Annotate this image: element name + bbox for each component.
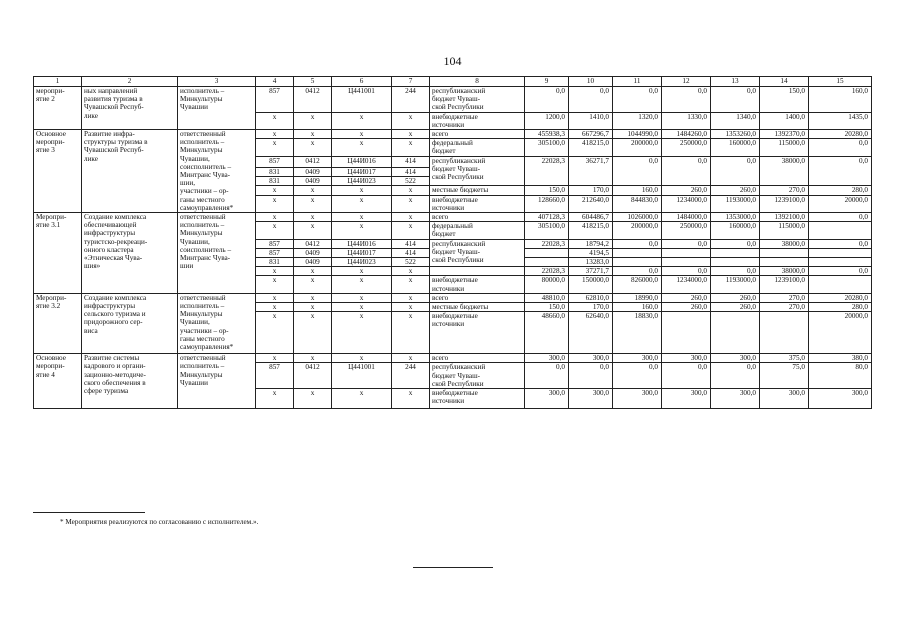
budget-code-gov: х	[256, 139, 294, 156]
column-header: 6	[332, 77, 392, 87]
budget-code-section: х	[294, 222, 332, 239]
budget-code-gov: х	[256, 303, 294, 312]
budget-code-gov: х	[256, 312, 294, 354]
amount-cell: 300,0	[711, 354, 760, 363]
amount-cell	[613, 258, 662, 267]
amount-cell: 0,0	[711, 239, 760, 248]
budget-code-type: х	[392, 186, 430, 195]
amount-cell	[662, 248, 711, 257]
amount-cell: 260,0	[711, 303, 760, 312]
amount-cell: 0,0	[613, 156, 662, 186]
budget-code-gov: х	[256, 186, 294, 195]
footnote: * Мероприятия реализуются по согласованию с исполнителем.».	[60, 518, 259, 526]
amount-cell: 270,0	[760, 303, 809, 312]
amount-cell: 0,0	[613, 267, 662, 276]
amount-cell: 0,0	[525, 363, 569, 389]
amount-cell: 1484260,0	[662, 130, 711, 139]
amount-cell: 1193000,0	[711, 276, 760, 293]
amount-cell: 0,0	[809, 139, 872, 156]
amount-cell: 1400,0	[760, 112, 809, 129]
budget-code-type: 414	[392, 248, 430, 257]
amount-cell: 280,0	[809, 186, 872, 195]
budget-code-target: Ц44И016	[332, 239, 392, 248]
amount-cell: 0,0	[613, 239, 662, 248]
amount-cell: 300,0	[569, 389, 613, 409]
budget-code-target: х	[332, 267, 392, 276]
budget-code-type: х	[392, 222, 430, 239]
budget-code-type: 522	[392, 177, 430, 186]
funding-source: федеральный бюджет	[430, 139, 525, 156]
amount-cell: 20280,0	[809, 293, 872, 302]
amount-cell: 150,0	[760, 87, 809, 113]
budget-code-target: х	[332, 139, 392, 156]
activity-executor: ответственный исполнитель – Минкультуры Чувашии, соисполнитель – Минтранс Чува- шии	[178, 213, 256, 294]
amount-cell: 0,0	[569, 87, 613, 113]
budget-code-section: х	[294, 354, 332, 363]
column-header: 13	[711, 77, 760, 87]
amount-cell: 0,0	[711, 156, 760, 186]
amount-cell: 0,0	[613, 363, 662, 389]
amount-cell: 300,0	[662, 354, 711, 363]
amount-cell: 1484000,0	[662, 213, 711, 222]
amount-cell: 1320,0	[613, 112, 662, 129]
amount-cell: 300,0	[525, 354, 569, 363]
activity-code: Основное меропри- ятие 4	[34, 354, 82, 409]
amount-cell: 270,0	[760, 186, 809, 195]
amount-cell: 62810,0	[569, 293, 613, 302]
budget-code-type: 244	[392, 363, 430, 389]
amount-cell: 1026000,0	[613, 213, 662, 222]
budget-code-gov: х	[256, 222, 294, 239]
activity-code: Основное меропри- ятие 3	[34, 130, 82, 213]
funding-source: местные бюджеты	[430, 303, 525, 312]
budget-code-type: х	[392, 130, 430, 139]
amount-cell: 0,0	[569, 363, 613, 389]
amount-cell: 300,0	[662, 389, 711, 409]
amount-cell: 48810,0	[525, 293, 569, 302]
amount-cell: 0,0	[711, 363, 760, 389]
amount-cell: 38000,0	[760, 239, 809, 248]
table-row	[34, 354, 872, 363]
amount-cell: 1239100,0	[760, 195, 809, 212]
amount-cell: 407128,3	[525, 213, 569, 222]
column-header: 5	[294, 77, 332, 87]
amount-cell: 18794,2	[569, 239, 613, 248]
budget-code-type: х	[392, 293, 430, 302]
funding-source	[430, 267, 525, 276]
amount-cell: 4194,5	[569, 248, 613, 257]
budget-code-gov: 857	[256, 156, 294, 167]
budget-code-section: 0412	[294, 363, 332, 389]
amount-cell: 1410,0	[569, 112, 613, 129]
funding-source: всего	[430, 130, 525, 139]
column-header: 12	[662, 77, 711, 87]
activity-code: меропри- ятие 2	[34, 87, 82, 130]
column-header: 2	[82, 77, 178, 87]
amount-cell: 18830,0	[613, 312, 662, 354]
budget-code-target: х	[332, 293, 392, 302]
amount-cell: 1330,0	[662, 112, 711, 129]
budget-code-section: х	[294, 389, 332, 409]
budget-code-section: х	[294, 186, 332, 195]
amount-cell	[662, 312, 711, 354]
activity-code: Меропри- ятие 3.1	[34, 213, 82, 294]
column-header: 14	[760, 77, 809, 87]
amount-cell: 0,0	[711, 267, 760, 276]
amount-cell: 38000,0	[760, 267, 809, 276]
column-header: 1	[34, 77, 82, 87]
amount-cell	[525, 258, 569, 267]
column-header: 9	[525, 77, 569, 87]
amount-cell: 200000,0	[613, 222, 662, 239]
budget-code-type: 522	[392, 258, 430, 267]
amount-cell: 22028,3	[525, 267, 569, 276]
amount-cell	[809, 276, 872, 293]
budget-code-gov: 857	[256, 87, 294, 113]
budget-code-gov: 857	[256, 239, 294, 248]
activity-title: Развитие инфра- структуры туризма в Чувашской Респуб- лике	[82, 130, 178, 213]
amount-cell: 604486,7	[569, 213, 613, 222]
amount-cell: 200000,0	[613, 139, 662, 156]
amount-cell: 22028,3	[525, 239, 569, 248]
table-row	[34, 87, 872, 113]
budget-code-target: Ц441001	[332, 363, 392, 389]
budget-code-section: 0409	[294, 177, 332, 186]
amount-cell: 0,0	[662, 156, 711, 186]
amount-cell	[711, 248, 760, 257]
amount-cell	[662, 258, 711, 267]
amount-cell: 80,0	[809, 363, 872, 389]
page-number: 104	[443, 54, 462, 68]
budget-code-section: 0409	[294, 248, 332, 257]
column-header: 3	[178, 77, 256, 87]
activity-title: ных направлений развития туризма в Чувашской Респуб- лике	[82, 87, 178, 130]
budget-code-target: Ц441001	[332, 87, 392, 113]
budget-code-section: х	[294, 303, 332, 312]
amount-cell: 150,0	[525, 303, 569, 312]
amount-cell: 1435,0	[809, 112, 872, 129]
amount-cell: 1193000,0	[711, 195, 760, 212]
amount-cell: 1392100,0	[760, 213, 809, 222]
budget-code-target: х	[332, 389, 392, 409]
amount-cell: 160000,0	[711, 222, 760, 239]
activity-title: Развитие системы кадрового и органи- зационно-методиче- ского обеспечения в сфере туризма	[82, 354, 178, 409]
column-header: 8	[430, 77, 525, 87]
amount-cell: 300,0	[569, 354, 613, 363]
funding-source: республиканский бюджет Чуваш- ской Республики	[430, 156, 525, 186]
amount-cell: 1044990,0	[613, 130, 662, 139]
amount-cell: 18990,0	[613, 293, 662, 302]
budget-table-container	[33, 76, 871, 409]
budget-code-section: х	[294, 267, 332, 276]
budget-code-section: х	[294, 213, 332, 222]
budget-code-target: х	[332, 354, 392, 363]
amount-cell	[809, 222, 872, 239]
amount-cell: 300,0	[809, 389, 872, 409]
amount-cell: 13283,0	[569, 258, 613, 267]
amount-cell: 1239100,0	[760, 276, 809, 293]
budget-code-target: х	[332, 222, 392, 239]
budget-code-gov: х	[256, 112, 294, 129]
amount-cell: 305100,0	[525, 222, 569, 239]
activity-executor: ответственный исполнитель – Минкультуры Чувашии, участники – ор- ганы местного самоуправления*	[178, 293, 256, 353]
column-header: 11	[613, 77, 662, 87]
budget-code-section: х	[294, 276, 332, 293]
amount-cell: 1200,0	[525, 112, 569, 129]
amount-cell: 20000,0	[809, 195, 872, 212]
budget-table	[33, 76, 872, 409]
column-header: 4	[256, 77, 294, 87]
end-of-page-rule	[413, 567, 493, 568]
table-row	[34, 213, 872, 222]
amount-cell: 1353260,0	[711, 130, 760, 139]
amount-cell: 0,0	[711, 87, 760, 113]
amount-cell: 0,0	[662, 239, 711, 248]
funding-source: внебюджетные источники	[430, 276, 525, 293]
budget-code-section: х	[294, 139, 332, 156]
budget-code-target: х	[332, 186, 392, 195]
budget-code-type: 414	[392, 156, 430, 167]
activity-code: Меропри- ятие 3.2	[34, 293, 82, 353]
funding-source: республиканский бюджет Чуваш- ской Республики	[430, 239, 525, 267]
budget-code-gov: 831	[256, 177, 294, 186]
amount-cell: 212640,0	[569, 195, 613, 212]
amount-cell: 128660,0	[525, 195, 569, 212]
amount-cell: 260,0	[662, 303, 711, 312]
amount-cell: 300,0	[613, 354, 662, 363]
budget-code-section: 0412	[294, 239, 332, 248]
amount-cell: 22028,3	[525, 156, 569, 186]
amount-cell: 300,0	[760, 389, 809, 409]
budget-code-type: 244	[392, 87, 430, 113]
amount-cell: 667296,7	[569, 130, 613, 139]
budget-code-gov: х	[256, 354, 294, 363]
amount-cell: 260,0	[711, 293, 760, 302]
amount-cell: 1234000,0	[662, 195, 711, 212]
budget-code-type: х	[392, 303, 430, 312]
budget-code-type: х	[392, 213, 430, 222]
amount-cell: 160,0	[809, 87, 872, 113]
budget-code-type: х	[392, 112, 430, 129]
column-header: 7	[392, 77, 430, 87]
budget-code-gov: х	[256, 293, 294, 302]
budget-code-section: х	[294, 130, 332, 139]
amount-cell: 0,0	[809, 156, 872, 186]
table-body	[34, 77, 872, 409]
amount-cell: 270,0	[760, 293, 809, 302]
amount-cell: 37271,7	[569, 267, 613, 276]
amount-cell: 0,0	[662, 87, 711, 113]
amount-cell: 380,0	[809, 354, 872, 363]
amount-cell: 160,0	[613, 303, 662, 312]
amount-cell: 62640,0	[569, 312, 613, 354]
amount-cell: 0,0	[613, 87, 662, 113]
amount-cell: 1234000,0	[662, 276, 711, 293]
budget-code-type: х	[392, 267, 430, 276]
amount-cell	[711, 312, 760, 354]
budget-code-type: 414	[392, 239, 430, 248]
amount-cell: 170,0	[569, 303, 613, 312]
amount-cell: 1392370,0	[760, 130, 809, 139]
amount-cell	[760, 312, 809, 354]
budget-code-target: х	[332, 213, 392, 222]
amount-cell: 1340,0	[711, 112, 760, 129]
budget-code-gov: х	[256, 267, 294, 276]
budget-code-section: 0409	[294, 168, 332, 177]
amount-cell: 300,0	[525, 389, 569, 409]
amount-cell: 418215,0	[569, 222, 613, 239]
funding-source: внебюджетные источники	[430, 389, 525, 409]
funding-source: республиканский бюджет Чуваш- ской Республики	[430, 87, 525, 113]
budget-code-target: х	[332, 130, 392, 139]
table-row	[34, 130, 872, 139]
amount-cell: 150,0	[525, 186, 569, 195]
amount-cell: 80000,0	[525, 276, 569, 293]
budget-code-target: Ц44И023	[332, 258, 392, 267]
amount-cell: 0,0	[809, 239, 872, 248]
funding-source: внебюджетные источники	[430, 195, 525, 212]
budget-code-gov: 857	[256, 363, 294, 389]
budget-code-type: х	[392, 139, 430, 156]
budget-code-type: х	[392, 195, 430, 212]
amount-cell: 75,0	[760, 363, 809, 389]
amount-cell: 305100,0	[525, 139, 569, 156]
amount-cell: 375,0	[760, 354, 809, 363]
amount-cell: 826000,0	[613, 276, 662, 293]
budget-code-gov: 857	[256, 248, 294, 257]
amount-cell: 115000,0	[760, 222, 809, 239]
activity-title: Создание комплекса инфраструктуры сельского туризма и придорожного сер- виса	[82, 293, 178, 353]
amount-cell: 48660,0	[525, 312, 569, 354]
amount-cell	[809, 248, 872, 257]
activity-title: Создание комплекса обеспечивающей инфраструктуры туристско-рекреаци- онного кластера «Этническая Чува- шия»	[82, 213, 178, 294]
budget-code-gov: х	[256, 389, 294, 409]
budget-code-target: х	[332, 303, 392, 312]
amount-cell: 250000,0	[662, 222, 711, 239]
amount-cell	[760, 248, 809, 257]
budget-code-gov: х	[256, 276, 294, 293]
budget-code-type: х	[392, 312, 430, 354]
funding-source: всего	[430, 293, 525, 302]
amount-cell: 260,0	[662, 186, 711, 195]
funding-source: внебюджетные источники	[430, 112, 525, 129]
funding-source: местные бюджеты	[430, 186, 525, 195]
budget-code-target: х	[332, 112, 392, 129]
amount-cell: 0,0	[525, 87, 569, 113]
budget-code-target: Ц44И017	[332, 168, 392, 177]
amount-cell: 38000,0	[760, 156, 809, 186]
amount-cell: 170,0	[569, 186, 613, 195]
funding-source: республиканский бюджет Чуваш- ской Республики	[430, 363, 525, 389]
amount-cell	[809, 258, 872, 267]
budget-code-section: х	[294, 195, 332, 212]
amount-cell: 260,0	[711, 186, 760, 195]
amount-cell: 20280,0	[809, 130, 872, 139]
amount-cell: 36271,7	[569, 156, 613, 186]
amount-cell	[613, 248, 662, 257]
budget-code-gov: х	[256, 130, 294, 139]
budget-code-type: х	[392, 354, 430, 363]
budget-code-section: х	[294, 312, 332, 354]
amount-cell: 300,0	[711, 389, 760, 409]
budget-code-gov: х	[256, 195, 294, 212]
amount-cell: 300,0	[613, 389, 662, 409]
budget-code-section: х	[294, 112, 332, 129]
budget-code-type: 414	[392, 168, 430, 177]
footnote-divider	[33, 512, 145, 513]
activity-executor: исполнитель – Минкультуры Чувашии	[178, 87, 256, 130]
budget-code-section: 0412	[294, 87, 332, 113]
budget-code-section: 0409	[294, 258, 332, 267]
amount-cell: 418215,0	[569, 139, 613, 156]
funding-source: внебюджетные источники	[430, 312, 525, 354]
amount-cell: 20000,0	[809, 312, 872, 354]
budget-code-gov: 831	[256, 168, 294, 177]
amount-cell: 0,0	[809, 213, 872, 222]
funding-source: всего	[430, 354, 525, 363]
budget-code-type: х	[392, 276, 430, 293]
budget-code-target: х	[332, 276, 392, 293]
amount-cell: 1353000,0	[711, 213, 760, 222]
budget-code-section: 0412	[294, 156, 332, 167]
budget-code-target: Ц44И016	[332, 156, 392, 167]
amount-cell: 280,0	[809, 303, 872, 312]
amount-cell: 115000,0	[760, 139, 809, 156]
budget-code-target: х	[332, 312, 392, 354]
budget-code-type: х	[392, 389, 430, 409]
amount-cell: 150000,0	[569, 276, 613, 293]
budget-code-target: Ц44И023	[332, 177, 392, 186]
budget-code-gov: 831	[256, 258, 294, 267]
column-header: 15	[809, 77, 872, 87]
budget-code-target: х	[332, 195, 392, 212]
amount-cell: 250000,0	[662, 139, 711, 156]
amount-cell: 844830,0	[613, 195, 662, 212]
budget-code-section: х	[294, 293, 332, 302]
amount-cell: 160,0	[613, 186, 662, 195]
amount-cell: 160000,0	[711, 139, 760, 156]
amount-cell	[525, 248, 569, 257]
amount-cell: 260,0	[662, 293, 711, 302]
amount-cell: 0,0	[662, 267, 711, 276]
budget-code-target: Ц44И017	[332, 248, 392, 257]
activity-executor: ответственный исполнитель – Минкультуры Чувашии, соисполнитель – Минтранс Чува- шии, участники – ор- ганы местного самоуправления*	[178, 130, 256, 213]
budget-code-gov: х	[256, 213, 294, 222]
amount-cell: 455938,3	[525, 130, 569, 139]
amount-cell	[711, 258, 760, 267]
activity-executor: ответственный исполнитель – Минкультуры Чувашии	[178, 354, 256, 409]
amount-cell: 0,0	[809, 267, 872, 276]
funding-source: федеральный бюджет	[430, 222, 525, 239]
header-row	[34, 77, 872, 87]
funding-source: всего	[430, 213, 525, 222]
table-row	[34, 293, 872, 302]
amount-cell: 0,0	[662, 363, 711, 389]
column-header: 10	[569, 77, 613, 87]
amount-cell	[760, 258, 809, 267]
